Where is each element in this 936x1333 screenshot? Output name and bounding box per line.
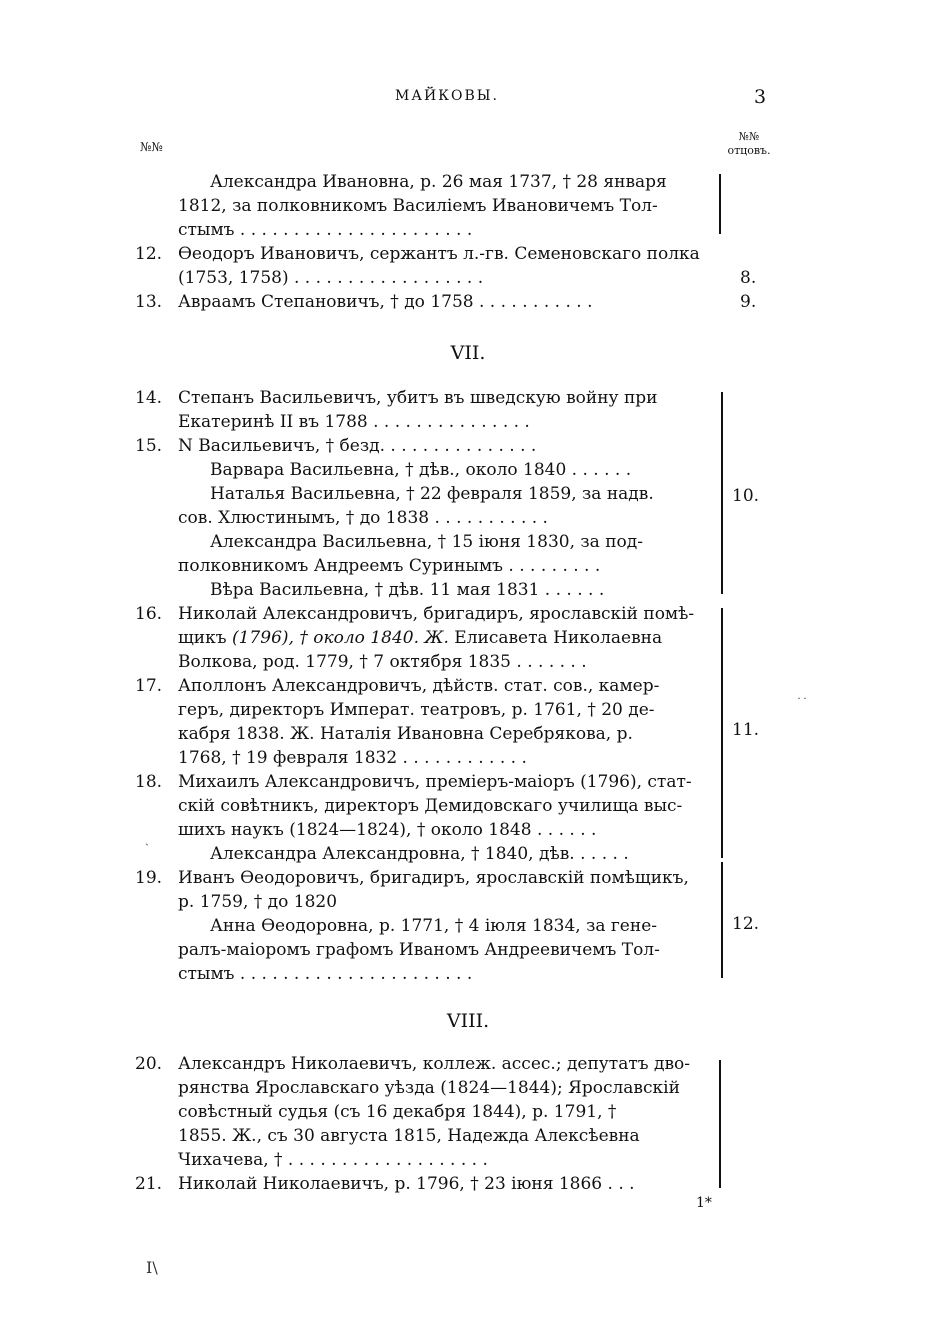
entry-line: совѣстный судья (съ 16 декабря 1844), р. 1791, †	[178, 1102, 617, 1122]
entry-line: полковникомъ Андреемъ Суринымъ . . . . . . . . .	[178, 556, 601, 576]
column-header-right	[717, 130, 781, 158]
stray-mark: Ι\	[146, 1258, 158, 1277]
bracket	[721, 862, 723, 978]
father-ref: 12.	[732, 914, 760, 934]
bracket	[721, 608, 723, 858]
entry-number: 16.	[135, 604, 163, 624]
entry-line: Александръ Николаевичъ, коллеж. ассес.; депутатъ дво-	[178, 1054, 690, 1074]
entry-line: Степанъ Васильевичъ, убитъ въ шведскую войну при	[178, 388, 658, 408]
section-heading-vii: VII.	[450, 342, 486, 364]
entry-line: Аполлонъ Александровичъ, дѣйств. стат. сов., камер-	[178, 676, 660, 696]
entry-line: 1812, за полковникомъ Василiемъ Ивановичемъ Тол-	[178, 196, 658, 216]
entry-line: Вѣра Васильевна, † дѣв. 11 мая 1831 . . . . . .	[210, 580, 605, 600]
entry-line: 1855. Ж., съ 30 августа 1815, Надежда Алексѣевна	[178, 1126, 640, 1146]
entry-line: Варвара Васильевна, † дѣв., около 1840 . . . . . .	[210, 460, 632, 480]
entry-line: шихъ наукъ (1824—1824), † около 1848 . . . . . .	[178, 820, 597, 840]
entry-line: Николай Александровичъ, бригадиръ, ярославскiй помѣ-	[178, 604, 695, 624]
entry-number: 20.	[135, 1054, 163, 1074]
entry-text: Елисавета Николаевна	[448, 628, 663, 648]
entry-line: р. 1759, † до 1820	[178, 892, 338, 912]
entry-text-italic: (1796), † около 1840. Ж.	[231, 628, 449, 648]
father-ref: 9.	[740, 292, 757, 312]
entry-line: Иванъ Өеодоровичъ, бригадиръ, ярославскiй помѣщикъ,	[178, 868, 689, 888]
entry-line: Николай Николаевичъ, р. 1796, † 23 iюня 1866 . . .	[178, 1174, 635, 1194]
entry-number: 12.	[135, 244, 163, 264]
entry-line: Авраамъ Степановичъ, † до 1758 . . . . . . . . . . .	[178, 292, 593, 312]
running-head-title: МАЙКОВЫ.	[395, 88, 499, 104]
bracket	[719, 174, 721, 234]
entry-number: 13.	[135, 292, 163, 312]
entry-line: кабря 1838. Ж. Наталiя Ивановна Серебрякова, р.	[178, 724, 633, 744]
father-ref: 8.	[740, 268, 757, 288]
entry-line: N Васильевичъ, † безд. . . . . . . . . . . . . . .	[178, 436, 537, 456]
entry-line: ралъ-маiоромъ графомъ Иваномъ Андреевичемъ Тол-	[178, 940, 660, 960]
entry-number: 17.	[135, 676, 163, 696]
entry-number: 18.	[135, 772, 163, 792]
entry-line: (1753, 1758) . . . . . . . . . . . . . . . . . .	[178, 268, 484, 288]
entry-line: 1768, † 19 февраля 1832 . . . . . . . . . . . .	[178, 748, 527, 768]
signature-mark: 1*	[696, 1195, 712, 1211]
entry-line: сов. Хлюстинымъ, † до 1838 . . . . . . . . . . .	[178, 508, 548, 528]
column-header-right-numbers: №№	[738, 130, 760, 143]
entry-number: 19.	[135, 868, 163, 888]
bracket	[719, 1060, 721, 1188]
entry-line	[178, 626, 662, 650]
entry-line: Өеодоръ Ивановичъ, сержантъ л.-гв. Семеновскаго полка	[178, 244, 700, 264]
entry-line: стымъ . . . . . . . . . . . . . . . . . . . . . .	[178, 964, 473, 984]
entry-line: рянства Ярославскаго уѣзда (1824—1844); Ярославскiй	[178, 1078, 680, 1098]
entry-line: стымъ . . . . . . . . . . . . . . . . . . . . . .	[178, 220, 473, 240]
entry-line: Чихачева, † . . . . . . . . . . . . . . . . . . .	[178, 1150, 488, 1170]
page-number: 3	[754, 86, 767, 108]
entry-line: Анна Өеодоровна, р. 1771, † 4 iюля 1834, за гене-	[210, 916, 658, 936]
entry-number: 15.	[135, 436, 163, 456]
entry-line: скiй совѣтникъ, директоръ Демидовскаго училища выс-	[178, 796, 683, 816]
entry-line: Александра Васильевна, † 15 iюня 1830, за под-	[210, 532, 643, 552]
entry-number: 21.	[135, 1174, 163, 1194]
section-heading-viii: VIII.	[446, 1010, 490, 1032]
entry-line: геръ, директоръ Императ. театровъ, р. 1761, † 20 де-	[178, 700, 655, 720]
entry-line: Наталья Васильевна, † 22 февраля 1859, за надв.	[210, 484, 654, 504]
stray-mark: ˏ	[145, 832, 149, 846]
entry-line: Екатеринѣ II въ 1788 . . . . . . . . . . . . . . .	[178, 412, 530, 432]
father-ref: 10.	[732, 486, 760, 506]
father-ref: 11.	[732, 720, 760, 740]
entry-line: Александра Александровна, † 1840, дѣв. . . . . .	[210, 844, 629, 864]
bracket	[721, 392, 723, 594]
entry-line: Волкова, род. 1779, † 7 октября 1835 . . . . . . .	[178, 652, 587, 672]
column-header-left: №№	[140, 140, 163, 154]
entry-number: 14.	[135, 388, 163, 408]
entry-line: Михаилъ Александровичъ, премiеръ-маiоръ (1796), стат-	[178, 772, 692, 792]
column-header-right-label: отцовъ.	[727, 144, 771, 157]
entry-text: щикъ	[178, 628, 232, 648]
stray-mark: ˙˙	[796, 696, 808, 710]
entry-line: Александра Ивановна, р. 26 мая 1737, † 28 января	[210, 172, 667, 192]
